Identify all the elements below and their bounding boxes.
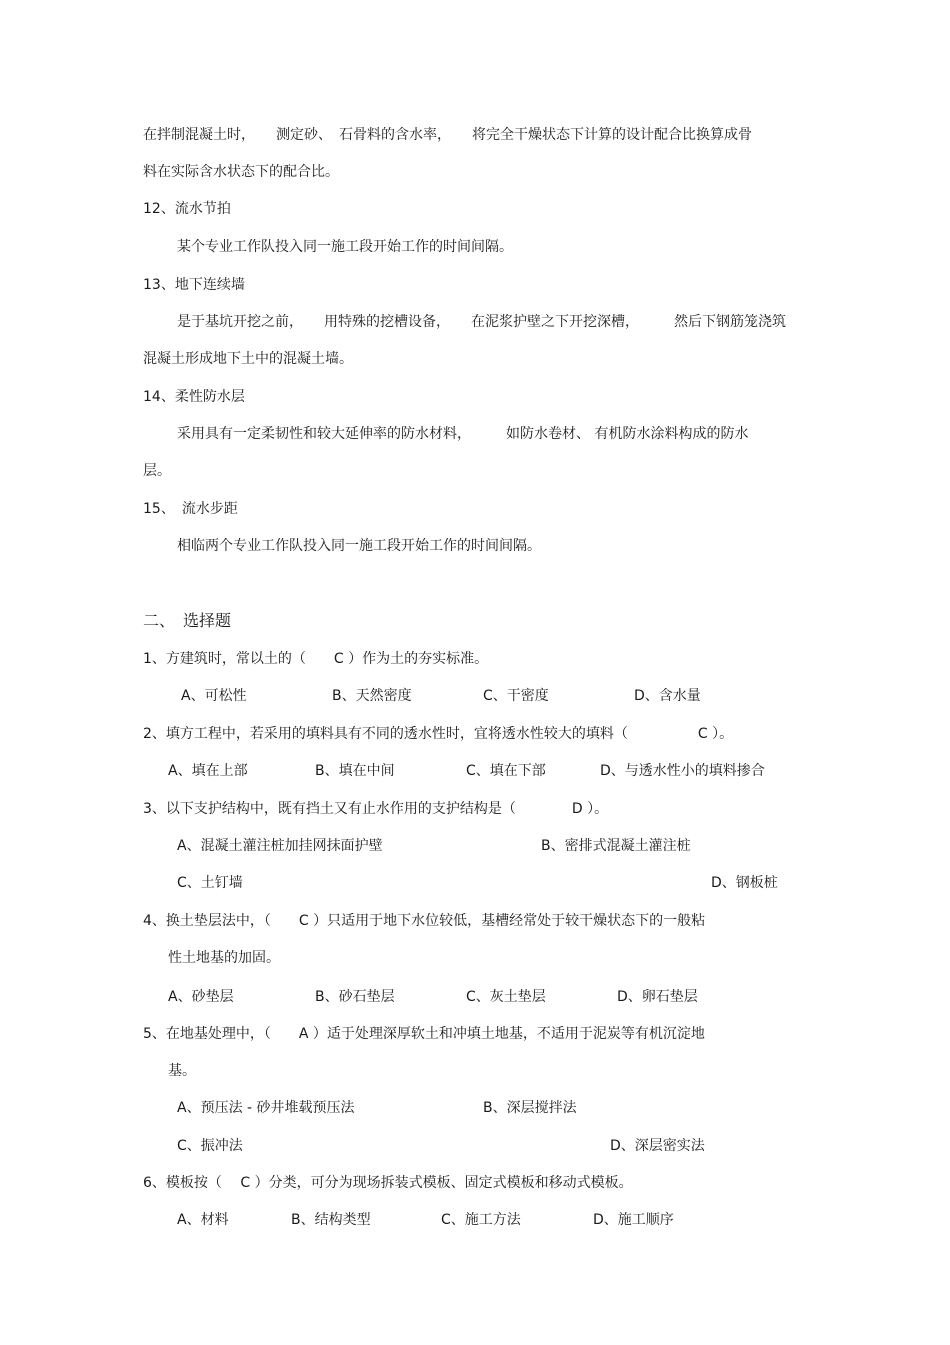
question-3-stem: 3、以下支护结构中，既有挡土又有止水作用的支护结构是（ D ）。 bbox=[143, 801, 609, 817]
question-3-option-a: A、混凝土灌注桩加挂网抹面护壁 bbox=[177, 838, 383, 854]
question-5-option-a: A、预压法 - 砂井堆载预压法 bbox=[177, 1100, 355, 1116]
question-3-option-c: C、土钉墙 bbox=[177, 875, 243, 891]
question-4-option-c: C、灰土垫层 bbox=[466, 989, 546, 1005]
term-12-definition: 某个专业工作队投入同一施工段开始工作的时间间隔。 bbox=[177, 239, 513, 255]
section-title: 二、 选择题 bbox=[143, 611, 232, 630]
paragraph-line: 料在实际含水状态下的配合比。 bbox=[143, 164, 339, 180]
question-1-option-b: B、天然密度 bbox=[332, 688, 412, 704]
question-1-option-a: A、可松性 bbox=[181, 688, 247, 704]
question-5-stem: 5、在地基处理中，（ A ）适于处理深厚软土和冲填土地基，不适用于泥炭等有机沉淀地 bbox=[143, 1026, 705, 1042]
question-2-stem: 2、填方工程中，若采用的填料具有不同的透水性时，宜将透水性较大的填料（ C ）。 bbox=[143, 726, 734, 742]
term-13-title: 13、地下连续墙 bbox=[143, 277, 245, 293]
term-13-definition-cont: 混凝土形成地下土中的混凝土墙。 bbox=[143, 351, 353, 367]
term-14-title: 14、柔性防水层 bbox=[143, 389, 245, 405]
question-5-option-b: B、深层搅拌法 bbox=[483, 1100, 577, 1116]
term-14-definition-cont: 层。 bbox=[143, 463, 171, 479]
question-3-option-b: B、密排式混凝土灌注桩 bbox=[541, 838, 691, 854]
question-6-option-a: A、材料 bbox=[177, 1212, 229, 1228]
question-4-option-d: D、卵石垫层 bbox=[617, 989, 698, 1005]
question-6-option-b: B、结构类型 bbox=[291, 1212, 371, 1228]
question-2-option-a: A、填在上部 bbox=[168, 763, 248, 779]
question-2-option-c: C、填在下部 bbox=[466, 763, 546, 779]
term-14-definition: 采用具有一定柔韧性和较大延伸率的防水材料， 如防水卷材、 有机防水涂料构成的防水 bbox=[177, 426, 749, 442]
question-6-option-d: D、施工顺序 bbox=[593, 1212, 674, 1228]
question-5-stem-cont: 基。 bbox=[168, 1063, 196, 1079]
question-2-option-d: D、与透水性小的填料掺合 bbox=[600, 763, 765, 779]
term-15-title: 15、 流水步距 bbox=[143, 501, 238, 517]
question-6-stem: 6、模板按（ C ）分类，可分为现场拆装式模板、固定式模板和移动式模板。 bbox=[143, 1175, 633, 1191]
term-12-title: 12、流水节拍 bbox=[143, 201, 231, 217]
paragraph-line: 在拌制混凝土时， 测定砂、 石骨料的含水率， 将完全干燥状态下计算的设计配合比换算成骨 bbox=[143, 127, 752, 143]
question-3-option-d: D、钢板桩 bbox=[711, 875, 778, 891]
question-1-option-c: C、干密度 bbox=[483, 688, 549, 704]
question-5-option-d: D、深层密实法 bbox=[610, 1138, 705, 1154]
question-2-option-b: B、填在中间 bbox=[315, 763, 395, 779]
question-4-stem: 4、换土垫层法中，（ C ）只适用于地下水位较低，基槽经常处于较干燥状态下的一般粘 bbox=[143, 913, 706, 929]
question-4-stem-cont: 性土地基的加固。 bbox=[168, 950, 280, 966]
question-4-option-b: B、砂石垫层 bbox=[315, 989, 395, 1005]
question-4-option-a: A、砂垫层 bbox=[168, 989, 234, 1005]
question-1-stem: 1、方建筑时，常以土的（ C ）作为土的夯实标准。 bbox=[143, 651, 489, 667]
question-1-option-d: D、含水量 bbox=[634, 688, 701, 704]
question-6-option-c: C、施工方法 bbox=[441, 1212, 521, 1228]
term-15-definition: 相临两个专业工作队投入同一施工段开始工作的时间间隔。 bbox=[177, 538, 541, 554]
question-5-option-c: C、振冲法 bbox=[177, 1138, 243, 1154]
term-13-definition: 是于基坑开挖之前， 用特殊的挖槽设备， 在泥浆护壁之下开挖深槽， 然后下钢筋笼浇筑 bbox=[177, 314, 786, 330]
